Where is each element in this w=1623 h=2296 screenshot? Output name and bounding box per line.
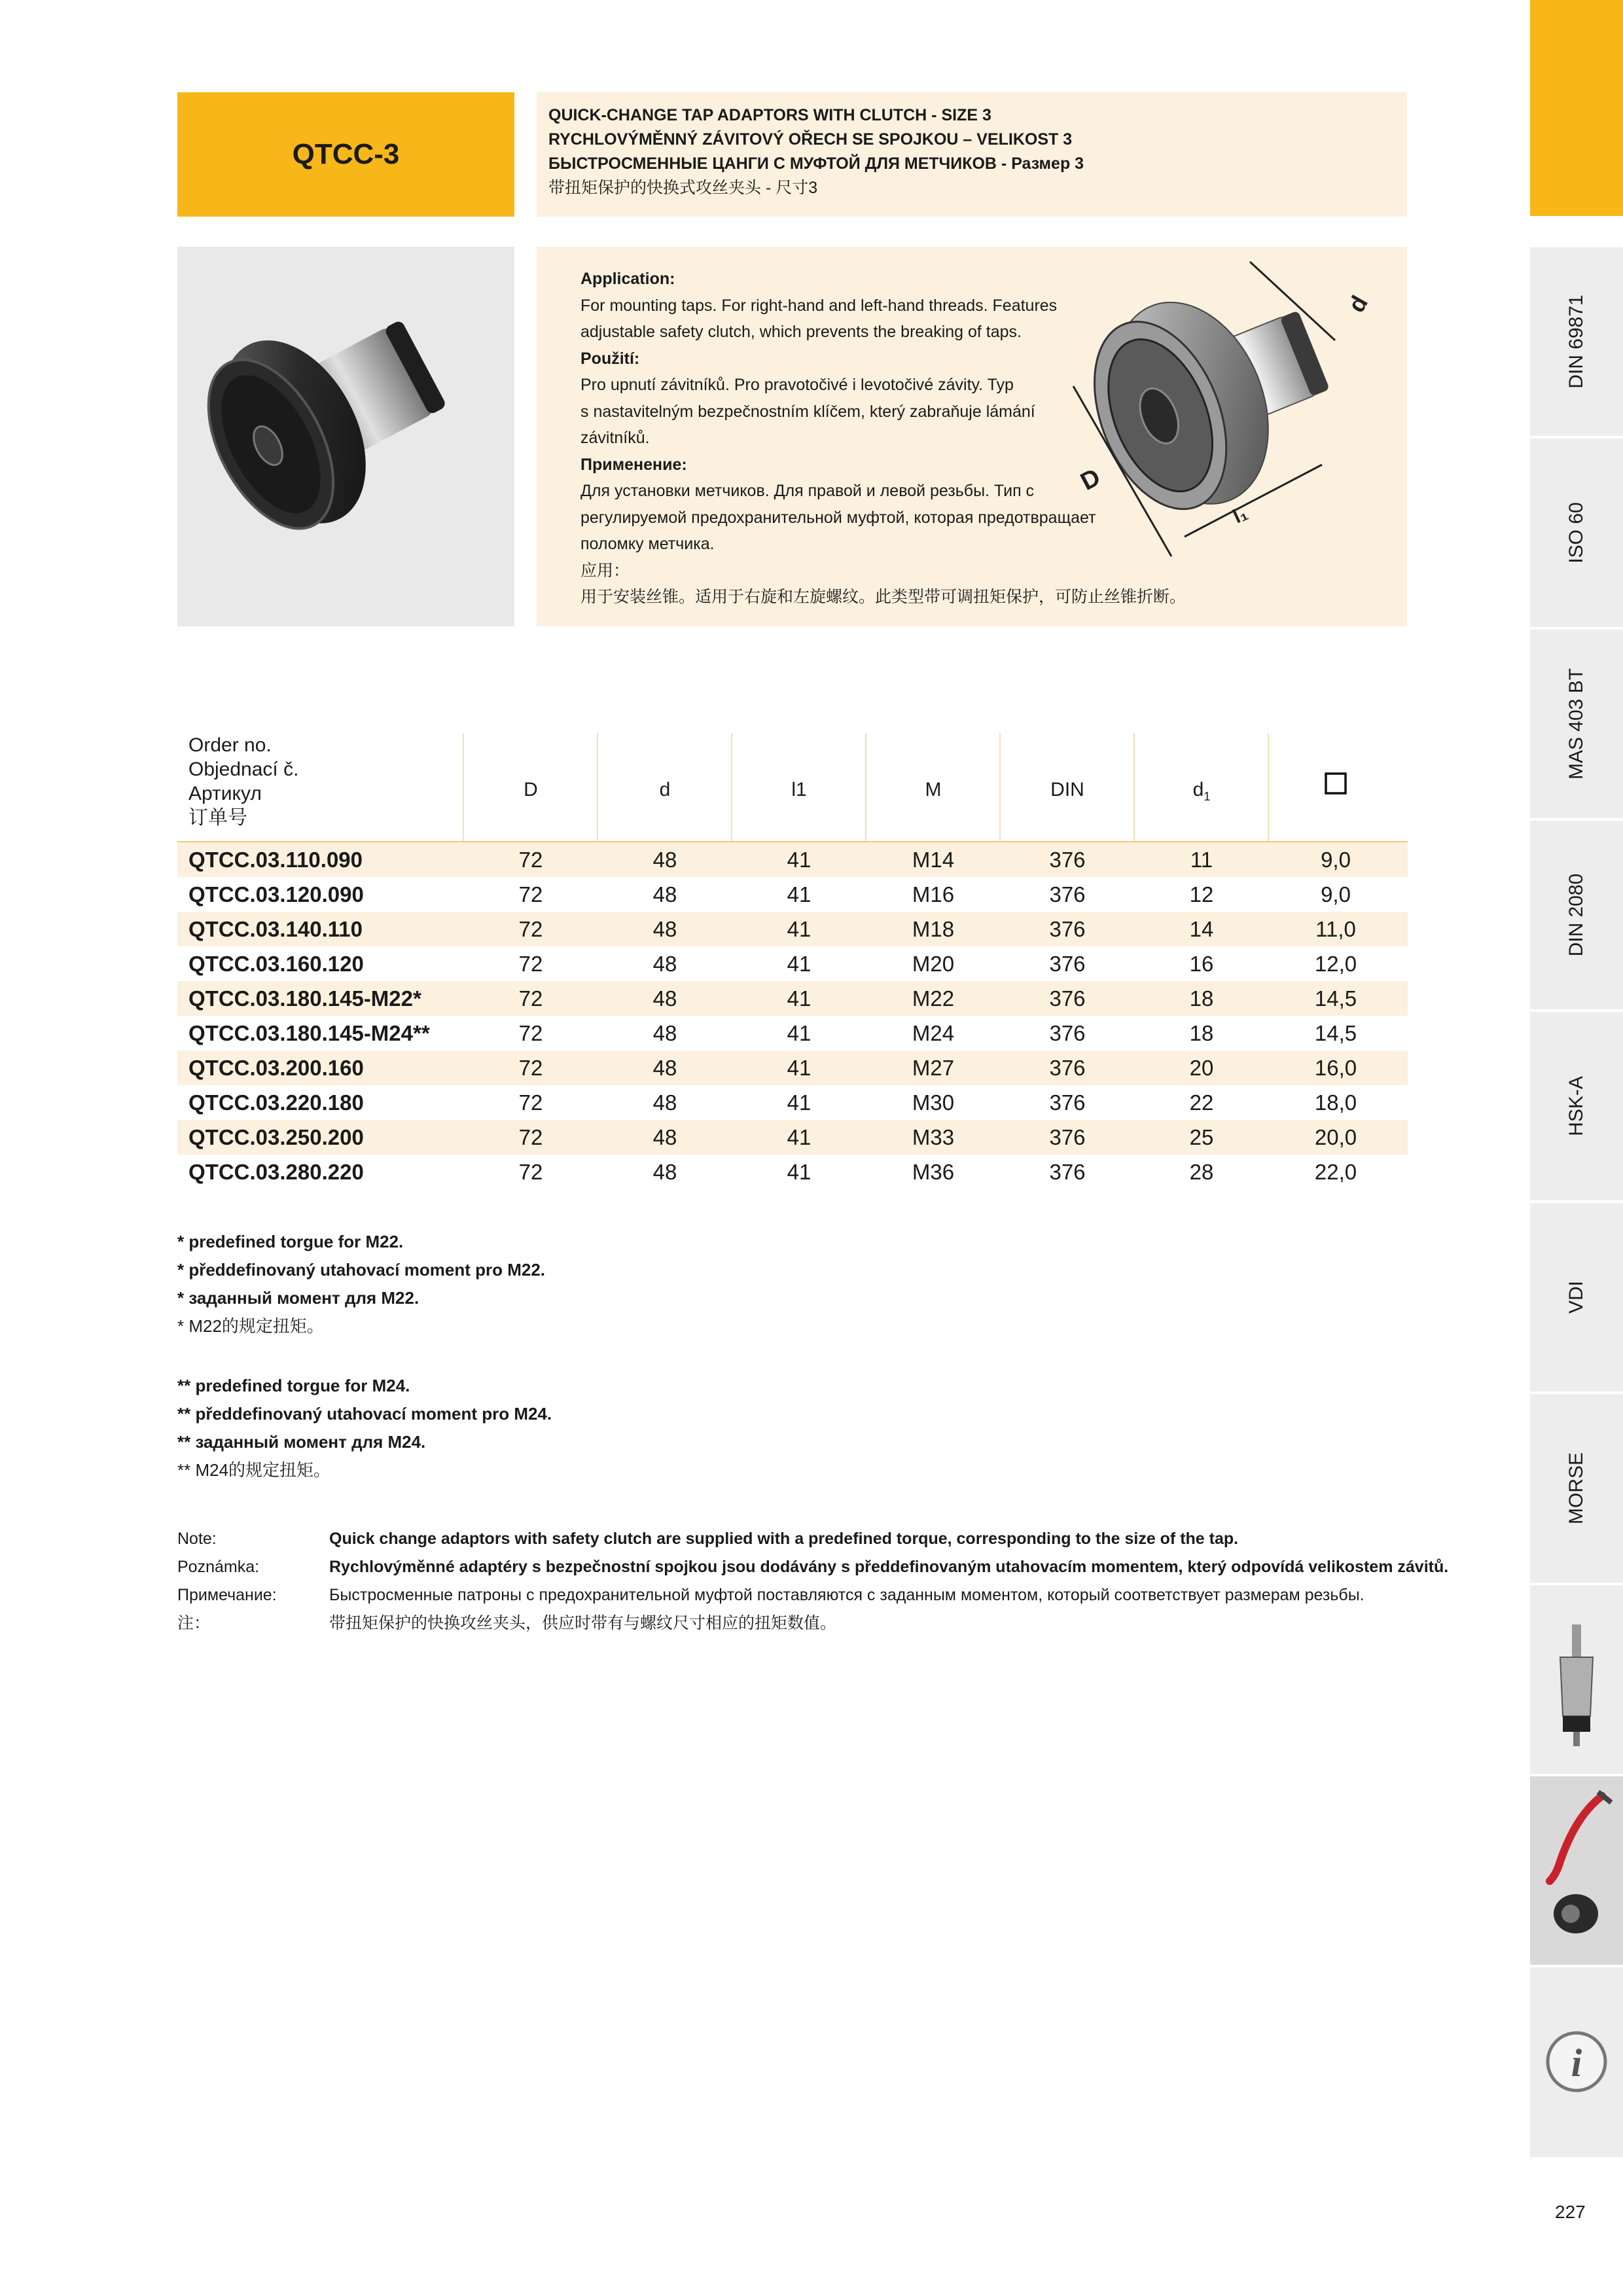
dim-label-l1: l₁ <box>1230 502 1251 528</box>
table-body <box>177 842 1408 1189</box>
title-ru: БЫСТРОСМЕННЫЕ ЦАНГИ С МУФТОЙ ДЛЯ МЕТЧИКОВ - Размер 3 <box>548 154 1084 173</box>
cell-din: 376 <box>1049 1021 1086 1045</box>
table-row <box>177 1050 1408 1085</box>
side-tab-mas-403-bt[interactable] <box>1530 630 1623 821</box>
application-text-ru: поломку метчика. <box>580 535 715 553</box>
side-accent-bar <box>1530 0 1623 216</box>
note-text-cn: 带扭矩保护的快换攻丝夹头，供应时带有与螺纹尺寸相应的扭矩数值。 <box>329 1614 837 1632</box>
footnote-text: * předdefinovaný utahovací moment pro M22. <box>177 1260 545 1280</box>
cell-din: 376 <box>1049 1090 1086 1115</box>
cell-din: 376 <box>1049 917 1086 941</box>
svg-text:i: i <box>1571 2041 1582 2085</box>
title-en: QUICK-CHANGE TAP ADAPTORS WITH CLUTCH - SIZE 3 <box>548 106 991 124</box>
cell-din: 376 <box>1049 848 1086 872</box>
cell-d: 48 <box>652 1021 677 1045</box>
cell-w: 9,0 <box>1321 882 1351 906</box>
cell-d: 48 <box>652 952 677 976</box>
table-row <box>177 1016 1408 1050</box>
cell-d1: 28 <box>1189 1160 1214 1184</box>
application-text-en: For mounting taps. For right-hand and left-hand threads. Features <box>580 296 1058 315</box>
title-cz: RYCHLOVÝMĚNNÝ ZÁVITOVÝ OŘECH SE SPOJKOU – VELIKOST 3 <box>548 130 1073 149</box>
cell-d: 72 <box>518 986 543 1011</box>
cell-din: 376 <box>1049 952 1086 976</box>
footnote-text: * заданный момент для M22. <box>177 1288 419 1308</box>
footnote-text: ** заданный момент для M24. <box>177 1432 426 1452</box>
order-header-cz: Objednací č. <box>188 759 299 780</box>
product-code: QTCC-3 <box>292 138 400 170</box>
cell-d: 72 <box>518 1056 543 1080</box>
product-table <box>177 733 1408 1189</box>
order-header-en: Order no. <box>188 734 272 756</box>
order-number-cell: QTCC.03.180.145-M22* <box>188 986 421 1011</box>
col-header-l1: l1 <box>791 779 807 800</box>
table-row <box>177 1120 1408 1155</box>
order-number-cell: QTCC.03.120.090 <box>188 882 364 906</box>
col-header-M: M <box>925 779 942 800</box>
cell-m: M22 <box>912 986 955 1011</box>
cell-l1: 41 <box>787 882 812 906</box>
cell-d: 72 <box>518 1160 543 1184</box>
cell-d: 48 <box>652 1160 677 1184</box>
cell-w: 14,5 <box>1314 1021 1357 1045</box>
note-label-cn: 注： <box>177 1614 211 1632</box>
cell-w: 18,0 <box>1314 1090 1357 1115</box>
cell-m: M24 <box>912 1021 955 1045</box>
note-label-en: Note: <box>177 1530 217 1548</box>
cell-din: 376 <box>1049 882 1086 906</box>
side-tab-info[interactable] <box>1530 1967 1623 2160</box>
order-number-cell: QTCC.03.280.220 <box>188 1160 364 1184</box>
cell-l1: 41 <box>787 1021 812 1045</box>
cell-w: 9,0 <box>1321 848 1351 872</box>
side-tab-label: HSK-A <box>1565 1076 1587 1136</box>
note-text-ru: Быстросменные патроны с предохранительной муфтой поставляются с заданным моментом, который соответствует размерам резьбы. <box>329 1586 1364 1604</box>
cell-m: M30 <box>912 1090 955 1115</box>
cell-d: 72 <box>518 1090 543 1115</box>
cell-d: 48 <box>652 1125 677 1149</box>
tap-adaptor-photo-icon <box>177 247 514 626</box>
cell-m: M18 <box>912 917 955 941</box>
order-number-cell: QTCC.03.140.110 <box>188 917 363 941</box>
col-header-d1: $d_1$ <box>1192 779 1211 803</box>
table-row <box>177 842 1408 877</box>
cell-w: 16,0 <box>1314 1056 1357 1080</box>
order-header-cn: 订单号 <box>188 807 247 829</box>
cell-m: M33 <box>912 1125 955 1149</box>
order-number-header <box>188 733 298 830</box>
cell-l1: 41 <box>787 1160 812 1184</box>
side-tab-label: DIN 69871 <box>1565 295 1587 389</box>
application-heading-ru: Применение: <box>580 455 687 474</box>
footnote-m22 <box>177 1228 545 1340</box>
application-text-ru: Для установки метчиков. Для правой и левой резьбы. Тип с <box>580 482 1035 500</box>
cell-d: 72 <box>518 917 543 941</box>
application-text <box>580 266 1186 611</box>
cell-m: M14 <box>912 848 955 872</box>
note-label-ru: Примечание: <box>177 1586 277 1604</box>
side-tab-iso-60[interactable] <box>1530 439 1623 630</box>
application-heading-en: Application: <box>580 270 675 288</box>
cell-m: M27 <box>912 1056 955 1080</box>
cell-din: 376 <box>1049 1056 1086 1080</box>
footnote-text: * predefined torgue for M22. <box>177 1232 404 1251</box>
cell-d: 48 <box>652 1090 677 1115</box>
cell-d: 72 <box>518 952 543 976</box>
cell-w: 14,5 <box>1314 986 1357 1011</box>
col-header-D: D <box>524 779 538 800</box>
cell-l1: 41 <box>787 1125 812 1149</box>
table-header <box>177 733 1408 842</box>
dim-label-D: D <box>1076 463 1105 496</box>
wrench-and-adaptor-icon <box>1530 1776 1623 1965</box>
cell-w: 22,0 <box>1314 1160 1357 1184</box>
cell-d: 48 <box>652 848 677 872</box>
cell-m: M20 <box>912 952 955 976</box>
col-header-DIN: DIN <box>1050 779 1084 800</box>
cell-d1: 12 <box>1189 882 1214 906</box>
application-text-ru: регулируемой предохранительной муфтой, которая предотвращает <box>580 508 1096 527</box>
order-header-ru: Артикул <box>188 783 262 804</box>
application-text-cz: závitníků. <box>580 429 650 447</box>
side-tab-morse[interactable] <box>1530 1394 1623 1585</box>
square-drive-icon <box>1270 772 1401 800</box>
cell-d: 48 <box>652 1056 677 1080</box>
cell-d1: 20 <box>1189 1056 1214 1080</box>
dimension-drawing <box>1047 249 1407 576</box>
product-code-box <box>177 92 514 217</box>
cell-m: M36 <box>912 1160 955 1184</box>
col-header-d: d <box>659 779 671 800</box>
cell-l1: 41 <box>787 986 812 1011</box>
footnote-text: ** predefined torgue for M24. <box>177 1376 410 1395</box>
side-tab-tapping[interactable] <box>1530 1776 1623 1967</box>
side-tab-label: ISO 60 <box>1565 502 1587 564</box>
side-tab-din-2080[interactable] <box>1530 821 1623 1012</box>
cell-d: 72 <box>518 1021 543 1045</box>
info-icon <box>1530 1967 1623 2156</box>
table-row <box>177 1155 1408 1189</box>
footnote-text: ** předdefinovaný utahovací moment pro M24. <box>177 1404 552 1424</box>
side-tab-din-69871[interactable] <box>1530 247 1623 439</box>
title-cn: 带扭矩保护的快换式攻丝夹头 - 尺寸3 <box>548 179 818 197</box>
order-number-cell: QTCC.03.250.200 <box>188 1125 364 1149</box>
cell-din: 376 <box>1049 1160 1086 1184</box>
cell-d1: 25 <box>1189 1125 1214 1149</box>
order-number-cell: QTCC.03.110.090 <box>188 848 363 872</box>
side-tab-label: MORSE <box>1565 1452 1587 1525</box>
product-photo <box>177 247 514 626</box>
order-number-cell: QTCC.03.220.180 <box>188 1090 364 1115</box>
cell-din: 376 <box>1049 1125 1086 1149</box>
cell-d: 72 <box>518 882 543 906</box>
side-tab-label: MAS 403 BT <box>1565 668 1587 780</box>
application-heading-cz: Použití: <box>580 349 640 368</box>
cell-l1: 41 <box>787 848 812 872</box>
cell-d1: 14 <box>1189 917 1214 941</box>
application-text-cn: 用于安装丝锥。适用于右旋和左旋螺纹。此类型带可调扭矩保护，可防止丝锥折断。 <box>580 588 1186 606</box>
cell-d1: 18 <box>1189 1021 1214 1045</box>
header-titles <box>548 103 1084 200</box>
cell-l1: 41 <box>787 1056 812 1080</box>
table-row <box>177 877 1408 912</box>
table-row <box>177 981 1408 1016</box>
drill-chuck-icon <box>1530 1585 1623 1774</box>
cell-d1: 11 <box>1190 848 1213 872</box>
cell-l1: 41 <box>787 1090 812 1115</box>
cell-d1: 22 <box>1189 1090 1214 1115</box>
cell-w: 12,0 <box>1314 952 1357 976</box>
note-text-cz: Rychlovýměnné adaptéry s bezpečnostní spojkou jsou dodávány s předdefinovaným utahovacím momentem, který odpovídá velikostem závitů. <box>329 1558 1449 1576</box>
side-tab-drill-chuck[interactable] <box>1530 1585 1623 1776</box>
application-text-en: adjustable safety clutch, which prevents the breaking of taps. <box>580 323 1022 341</box>
cell-l1: 41 <box>787 952 812 976</box>
side-tab-vdi[interactable] <box>1530 1203 1623 1394</box>
cell-d: 72 <box>518 1125 543 1149</box>
table-row <box>177 946 1408 981</box>
side-tab-label: VDI <box>1565 1280 1587 1314</box>
dim-label-d: d <box>1342 291 1373 317</box>
cell-w: 11,0 <box>1315 917 1356 941</box>
cell-l1: 41 <box>787 917 812 941</box>
footnote-m24 <box>177 1372 552 1484</box>
footnote-text: * M22的规定扭矩。 <box>177 1316 324 1336</box>
application-text-cz: s nastavitelným bezpečnostním klíčem, který zabraňuje lámání <box>580 402 1035 421</box>
cell-m: M16 <box>912 882 955 906</box>
cell-d: 48 <box>652 882 677 906</box>
page-number: 227 <box>1555 2202 1586 2222</box>
table-row <box>177 1085 1408 1120</box>
order-number-cell: QTCC.03.180.145-M24** <box>188 1021 430 1045</box>
cell-d: 48 <box>652 917 677 941</box>
application-text-cz: Pro upnutí závitníků. Pro pravotočivé i levotočivé závity. Typ <box>580 376 1014 394</box>
cell-d: 48 <box>652 986 677 1011</box>
side-tab-hsk-a[interactable] <box>1530 1012 1623 1203</box>
note-label-cz: Poznámka: <box>177 1558 260 1576</box>
note-text-en: Quick change adaptors with safety clutch are supplied with a predefined torque, corresponding to the size of the tap. <box>329 1530 1239 1548</box>
table-row <box>177 912 1408 946</box>
footnote-text: ** M24的规定扭矩。 <box>177 1460 331 1480</box>
order-number-cell: QTCC.03.160.120 <box>188 952 364 976</box>
cell-d1: 18 <box>1189 986 1214 1011</box>
cell-d1: 16 <box>1189 952 1214 976</box>
application-heading-cn: 应用： <box>580 561 630 580</box>
cell-w: 20,0 <box>1314 1125 1357 1149</box>
side-tab-label: DIN 2080 <box>1565 873 1587 957</box>
order-number-cell: QTCC.03.200.160 <box>188 1056 364 1080</box>
cell-d: 72 <box>518 848 543 872</box>
cell-din: 376 <box>1049 986 1086 1011</box>
